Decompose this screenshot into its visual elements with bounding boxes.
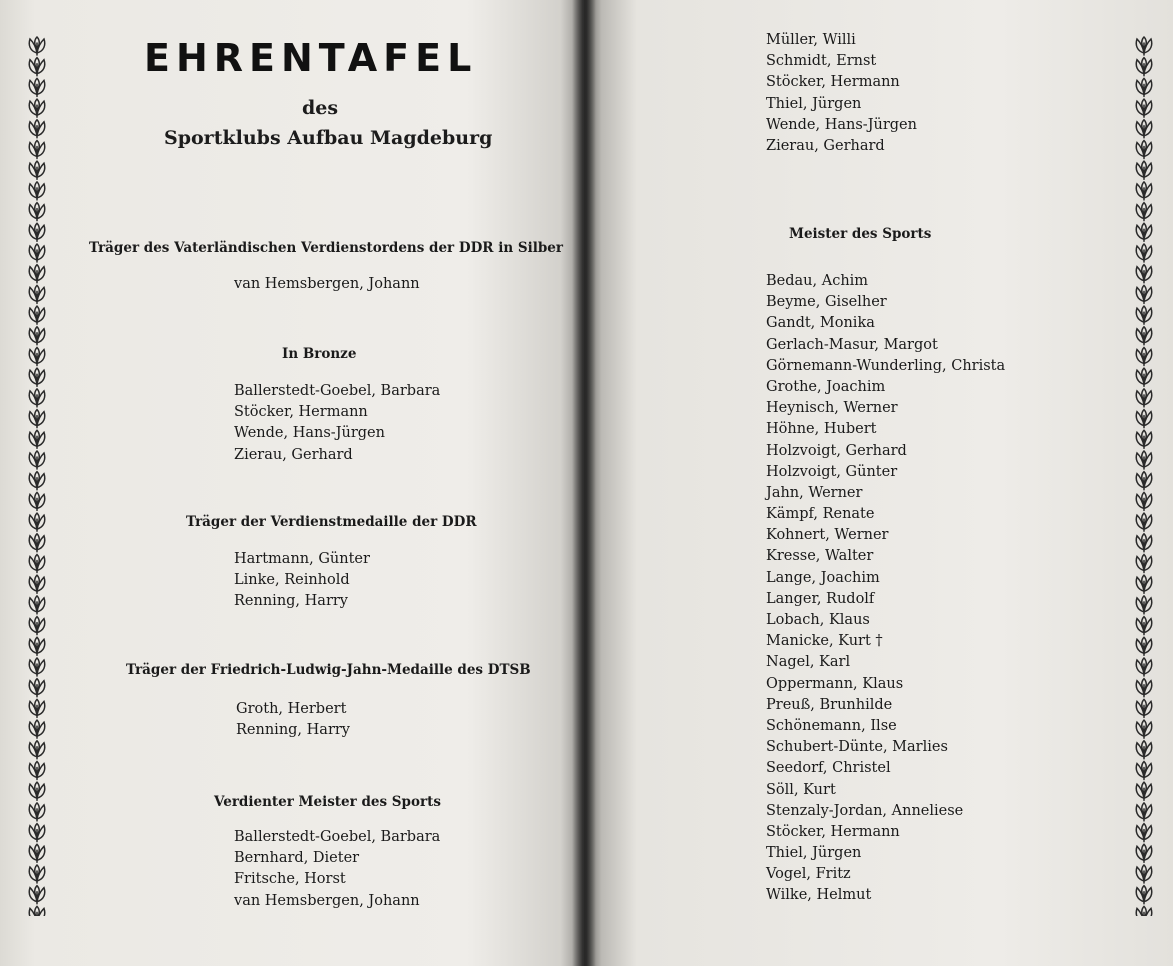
section-heading-vvo-silber: Träger des Vaterländischen Verdienstordens der DDR in Silber	[89, 240, 563, 256]
list-item: Preuß, Brunhilde	[766, 696, 893, 713]
list-item: Wilke, Helmut	[766, 887, 872, 904]
name-list-verdienstmedaille	[234, 549, 370, 613]
list-item: Thiel, Jürgen	[766, 845, 862, 862]
page-title: EHRENTAFEL	[144, 36, 478, 80]
name-list-meister-des-sports	[766, 271, 1005, 907]
list-item: Thiel, Jürgen	[766, 95, 862, 112]
list-item: Groth, Herbert	[236, 701, 347, 717]
laurel-sprig-icon	[26, 36, 48, 916]
list-item: Schönemann, Ilse	[766, 717, 897, 734]
list-item: Wende, Hans-Jürgen	[234, 425, 385, 442]
list-item: Oppermann, Klaus	[766, 675, 904, 692]
list-item: Gerlach-Masur, Margot	[766, 336, 938, 353]
list-item: Ballerstedt-Goebel, Barbara	[234, 383, 441, 399]
section-heading-meister-des-sports: Meister des Sports	[789, 226, 932, 242]
list-item: Zierau, Gerhard	[766, 137, 885, 154]
list-item: Renning, Harry	[234, 593, 348, 610]
name-list-vvo-silber	[234, 274, 420, 295]
list-item: Holzvoigt, Gerhard	[766, 442, 907, 459]
list-item: Kämpf, Renate	[766, 506, 875, 523]
list-item: Linke, Reinhold	[234, 572, 350, 589]
list-item: Kresse, Walter	[766, 548, 874, 565]
list-item: Manicke, Kurt †	[766, 633, 883, 650]
subtitle-club: Sportklubs Aufbau Magdeburg	[164, 127, 493, 149]
name-list-verdienter-meister	[234, 827, 440, 912]
list-item: Holzvoigt, Günter	[766, 463, 898, 480]
list-item: Hartmann, Günter	[234, 551, 370, 567]
list-item: van Hemsbergen, Johann	[234, 276, 420, 292]
name-list-jahn-medaille	[236, 699, 350, 741]
bleed-through-left	[310, 40, 572, 900]
section-heading-bronze: In Bronze	[282, 346, 357, 362]
list-item: Stenzaly-Jordan, Anneliese	[766, 802, 964, 819]
list-item: Jahn, Werner	[766, 484, 863, 501]
list-item: Ballerstedt-Goebel, Barbara	[234, 829, 441, 845]
subtitle-des: des	[302, 97, 339, 119]
list-item: Renning, Harry	[236, 722, 350, 739]
list-item: Söll, Kurt	[766, 781, 836, 798]
name-list-continued	[766, 30, 917, 157]
laurel-border-left	[26, 36, 48, 916]
list-item: Nagel, Karl	[766, 654, 851, 671]
list-item: Görnemann-Wunderling, Christa	[766, 357, 1006, 374]
list-item: Grothe, Joachim	[766, 378, 886, 395]
list-item: Bernhard, Dieter	[234, 850, 360, 867]
list-item: Kohnert, Werner	[766, 527, 889, 544]
list-item: Bedau, Achim	[766, 273, 869, 289]
list-item: Lobach, Klaus	[766, 612, 870, 628]
name-list-bronze	[234, 381, 440, 466]
list-item: Heynisch, Werner	[766, 400, 898, 417]
laurel-border-right	[1133, 36, 1155, 916]
list-item: Zierau, Gerhard	[234, 446, 353, 463]
list-item: Gandt, Monika	[766, 315, 875, 332]
book-spine-shadow	[572, 0, 596, 966]
list-item: Vogel, Fritz	[766, 866, 851, 883]
section-heading-verdienstmedaille: Träger der Verdienstmedaille der DDR	[186, 514, 477, 530]
list-item: Stöcker, Hermann	[766, 823, 900, 840]
list-item: Stöcker, Hermann	[766, 74, 900, 91]
list-item: Schmidt, Ernst	[766, 53, 877, 70]
list-item: Seedorf, Christel	[766, 760, 891, 777]
list-item: Stöcker, Hermann	[234, 404, 368, 421]
list-item: van Hemsbergen, Johann	[234, 892, 420, 909]
section-heading-verdienter-meister: Verdienter Meister des Sports	[214, 794, 441, 810]
list-item: Fritsche, Horst	[234, 871, 346, 888]
section-heading-jahn-medaille: Träger der Friedrich-Ludwig-Jahn-Medaille des DTSB	[126, 662, 531, 678]
list-item: Schubert-Dünte, Marlies	[766, 739, 948, 756]
list-item: Höhne, Hubert	[766, 421, 877, 438]
list-item: Beyme, Giselher	[766, 294, 887, 311]
list-item: Wende, Hans-Jürgen	[766, 116, 917, 133]
list-item: Langer, Rudolf	[766, 590, 875, 607]
laurel-sprig-icon	[1133, 36, 1155, 916]
list-item: Lange, Joachim	[766, 569, 880, 586]
list-item: Müller, Willi	[766, 32, 856, 48]
